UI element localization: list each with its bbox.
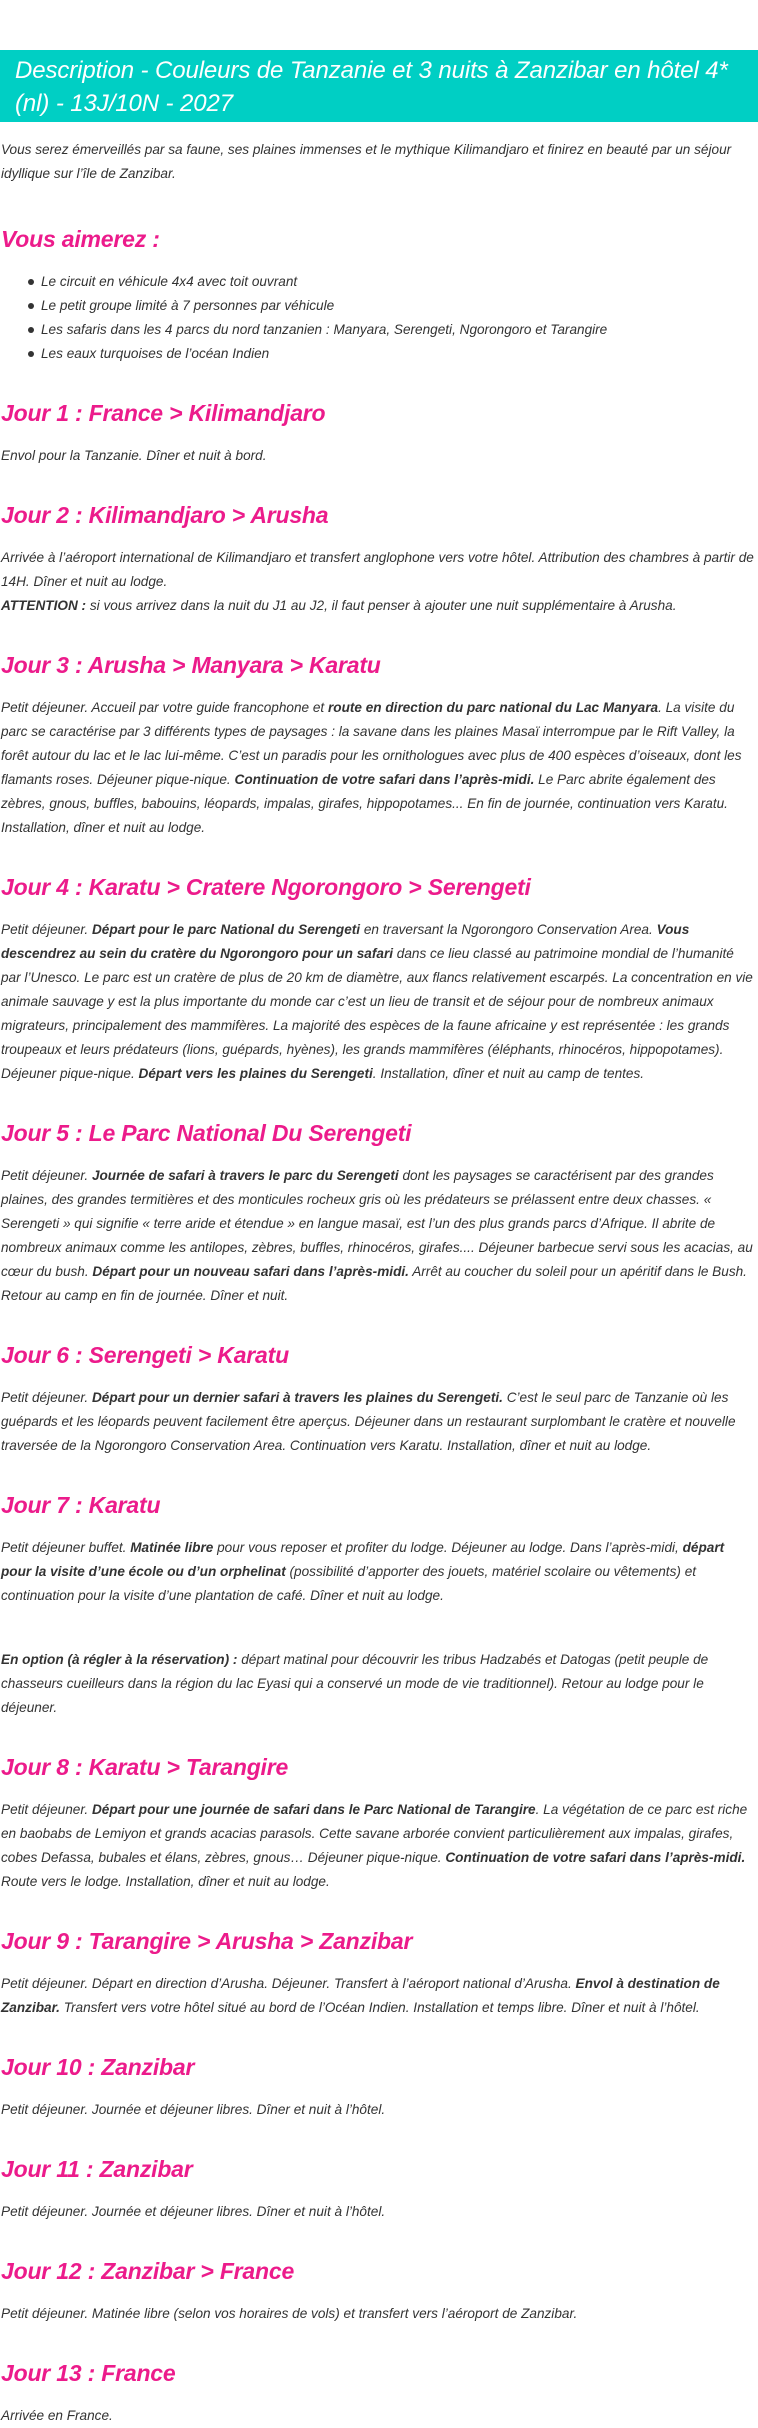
- day-5-bold-2: Départ pour un nouveau safari dans l’après-midi.: [92, 1264, 409, 1279]
- day-8-text-2: . La végétation de ce parc est riche en baobabs de Lemiyon et grands acacias parasols. Cette savane arborée convient particulièrement aux impalas, girafes, cobes Defassa, bubales et élans, zèbres, gnous… Déjeuner pique-nique.: [1, 1802, 748, 1865]
- day-7-option-label: En option (à régler à la réservation) :: [1, 1652, 238, 1667]
- day-2-text: [1, 546, 756, 618]
- day-12-text-1: Petit déjeuner. Matinée libre (selon vos horaires de vols) et transfert vers l’aéroport de Zanzibar.: [1, 2306, 578, 2321]
- day-7-text-4: départ matinal pour découvrir les tribus Hadzabés et Datogas (petit peuple de chasseurs cueilleurs dans la région du lac Eyasi qui a conservé un mode de vie traditionnel). Retour au lodge pour le déjeuner.: [1, 1652, 709, 1715]
- love-heading: Vous aimerez :: [1, 226, 160, 252]
- day-2-text-2: si vous arrivez dans la nuit du J1 au J2, il faut penser à ajouter une nuit supplémentaire à Arusha.: [86, 598, 677, 613]
- day-3-text-2: . La visite du parc se caractérise par 3 différents types de paysages : la savane dans les plaines Masaï interrompue par le Rift Valley, la forêt autour du lac et le lac lui-même. C’est un paradis pour les ornithologues avec plus de 400 espèces d’oiseaux, dont les flamants roses. Déjeuner pique-nique.: [1, 700, 742, 787]
- list-item: Le circuit en véhicule 4x4 avec toit ouvrant: [26, 270, 756, 294]
- day-1-title: Jour 1 : France > Kilimandjaro: [1, 400, 326, 426]
- day-5-text-3: Arrêt au coucher du soleil pour un apéritif dans le Bush. Retour au camp en fin de journée. Dîner et nuit.: [1, 1264, 747, 1303]
- day-10-text-1: Petit déjeuner. Journée et déjeuner libres. Dîner et nuit à l’hôtel.: [1, 2102, 386, 2117]
- day-3-bold-1: route en direction du parc national du Lac Manyara: [327, 700, 659, 715]
- day-12-title: Jour 12 : Zanzibar > France: [1, 2258, 295, 2284]
- day-4-bold-2: Vous descendrez au sein du cratère du Ngorongoro pour un safari: [1, 922, 690, 961]
- day-11-text: [1, 2200, 756, 2224]
- list-item: Le petit groupe limité à 7 personnes par véhicule: [26, 294, 756, 318]
- day-6-text: [1, 1386, 756, 1458]
- day-9-title: Jour 9 : Tarangire > Arusha > Zanzibar: [1, 1928, 413, 1954]
- day-4-bold-3: Départ vers les plaines du Serengeti: [138, 1066, 373, 1081]
- day-3-text: [1, 696, 756, 840]
- day-9-bold-1: Envol à destination de Zanzibar.: [1, 1976, 720, 2015]
- list-item: Les eaux turquoises de l’océan Indien: [26, 342, 756, 366]
- day-2-attention-label: ATTENTION :: [1, 598, 87, 613]
- day-6-title: Jour 6 : Serengeti > Karatu: [1, 1342, 289, 1368]
- title-banner: [0, 50, 758, 122]
- day-8-title: Jour 8 : Karatu > Tarangire: [1, 1754, 289, 1780]
- list-item: Les safaris dans les 4 parcs du nord tanzanien : Manyara, Serengeti, Ngorongoro et Tarangire: [26, 318, 756, 342]
- day-4-text-1: Petit déjeuner.: [1, 922, 92, 937]
- day-2-text-1: Arrivée à l’aéroport international de Kilimandjaro et transfert anglophone vers votre hôtel. Attribution des chambres à partir de 14H. Dîner et nuit au lodge.: [1, 550, 754, 589]
- day-9-text-1: Petit déjeuner. Départ en direction d’Arusha. Déjeuner. Transfert à l’aéroport national d’Arusha.: [1, 1976, 576, 1991]
- day-4-title: Jour 4 : Karatu > Cratere Ngorongoro > Serengeti: [1, 874, 531, 900]
- intro-text: Vous serez émerveillés par sa faune, ses plaines immenses et le mythique Kilimandjaro et finirez en beauté par un séjour idyllique sur l’île de Zanzibar.: [1, 142, 732, 181]
- day-3-text-3: Le Parc abrite également des zèbres, gnous, buffles, babouins, léopards, impalas, girafes, hippopotames... En fin de journée, continuation vers Karatu. Installation, dîner et nuit au lodge.: [1, 772, 728, 835]
- day-9-text-2: Transfert vers votre hôtel situé au bord de l’Océan Indien. Installation et temps libre. Dîner et nuit à l’hôtel.: [59, 2000, 700, 2015]
- page-title: Description - Couleurs de Tanzanie et 3 nuits à Zanzibar en hôtel 4*(nl) - 13J/10N - 2027: [15, 57, 728, 117]
- day-11-text-1: Petit déjeuner. Journée et déjeuner libres. Dîner et nuit à l’hôtel.: [1, 2204, 386, 2219]
- day-8-text-3: Route vers le lodge. Installation, dîner et nuit au lodge.: [1, 1874, 330, 1889]
- day-4-text-3: dans ce lieu classé au patrimoine mondial de l’humanité par l’Unesco. Le parc est un cratère de plus de 20 km de diamètre, aux flancs relativement escarpés. La concentration en vie animale sauvage y est la plus importante du monde car c’est un lieu de transit et de séjour pour de nombreux animaux migrateurs, principalement des mammifères. La majorité des espèces de la faune africaine y est représentée : les grands troupeaux et leurs prédateurs (lions, guépards, hyènes), les grands mammifères (éléphants, rhinocéros, hippopotames). Déjeuner pique-nique.: [1, 946, 753, 1081]
- day-7-bold-2: départ pour la visite d’une école ou d’un orphelinat: [1, 1540, 725, 1579]
- day-7-text-2: pour vous reposer et profiter du lodge. Déjeuner au lodge. Dans l’après-midi,: [213, 1540, 683, 1555]
- day-7-text-1: Petit déjeuner buffet.: [1, 1540, 131, 1555]
- day-4-text-2: en traversant la Ngorongoro Conservation Area.: [360, 922, 657, 937]
- day-3-bold-2: Continuation de votre safari dans l’après-midi.: [234, 772, 535, 787]
- day-7-text-3: (possibilité d’apporter des jouets, matériel scolaire ou vêtements) et continuation pour la visite d’une plantation de café. Dîner et nuit au lodge.: [1, 1564, 697, 1603]
- day-10-title: Jour 10 : Zanzibar: [1, 2054, 195, 2080]
- day-7-title: Jour 7 : Karatu: [1, 1492, 161, 1518]
- day-4-bold-1: Départ pour le parc National du Serengeti: [91, 922, 361, 937]
- day-2-title: Jour 2 : Kilimandjaro > Arusha: [1, 502, 329, 528]
- description-content: [0, 138, 758, 2428]
- day-13-text-1: Arrivée en France.: [1, 2408, 113, 2423]
- day-8-text-1: Petit déjeuner.: [1, 1802, 92, 1817]
- day-1-text-1: Envol pour la Tanzanie. Dîner et nuit à bord.: [1, 448, 267, 463]
- day-3-title: Jour 3 : Arusha > Manyara > Karatu: [1, 652, 381, 678]
- day-13-title: Jour 13 : France: [1, 2360, 176, 2386]
- day-4-text-4: . Installation, dîner et nuit au camp de tentes.: [372, 1066, 645, 1081]
- day-6-bold-1: Départ pour un dernier safari à travers les plaines du Serengeti.: [91, 1390, 503, 1405]
- day-11-title: Jour 11 : Zanzibar: [1, 2156, 193, 2182]
- day-5-bold-1: Journée de safari à travers le parc du Serengeti: [91, 1168, 399, 1183]
- love-list: [26, 270, 756, 366]
- day-5-text: [1, 1164, 756, 1308]
- day-1-text: [1, 444, 756, 468]
- day-5-text-1: Petit déjeuner.: [1, 1168, 92, 1183]
- day-9-text: [1, 1972, 756, 2020]
- day-10-text: [1, 2098, 756, 2122]
- day-6-text-2: C’est le seul parc de Tanzanie où les guépards et les léopards peuvent facilement être aperçus. Déjeuner dans un restaurant surplombant le cratère et nouvelle traversée de la Ngorongoro Conservation Area. Continuation vers Karatu. Installation, dîner et nuit au lodge.: [1, 1390, 736, 1453]
- day-8-bold-1: Départ pour une journée de safari dans le Parc National de Tarangire: [91, 1802, 536, 1817]
- day-7-bold-1: Matinée libre: [130, 1540, 214, 1555]
- day-5-text-2: dont les paysages se caractérisent par des grandes plaines, des grandes termitières et des monticules rocheux gris où les prédateurs se prélassent entre deux chasses. « Serengeti » qui signifie « terre aride et étendue » en langue masaï, est l’un des plus grands parcs d’Afrique. Il abrite de nombreux animaux comme les antilopes, zèbres, buffles, rhinocéros, girafes.... Déjeuner barbecue servi sous les acacias, au cœur du bush.: [1, 1168, 753, 1279]
- day-7-text: [1, 1536, 756, 1608]
- day-7-option-text: [1, 1648, 756, 1720]
- day-12-text: [1, 2302, 756, 2326]
- day-13-text: [1, 2404, 756, 2428]
- day-8-bold-2: Continuation de votre safari dans l’après-midi.: [445, 1850, 746, 1865]
- day-5-title: Jour 5 : Le Parc National Du Serengeti: [1, 1120, 412, 1146]
- day-6-text-1: Petit déjeuner.: [1, 1390, 92, 1405]
- day-3-text-1: Petit déjeuner. Accueil par votre guide francophone et: [1, 700, 328, 715]
- day-4-text: [1, 918, 756, 1086]
- day-8-text: [1, 1798, 756, 1894]
